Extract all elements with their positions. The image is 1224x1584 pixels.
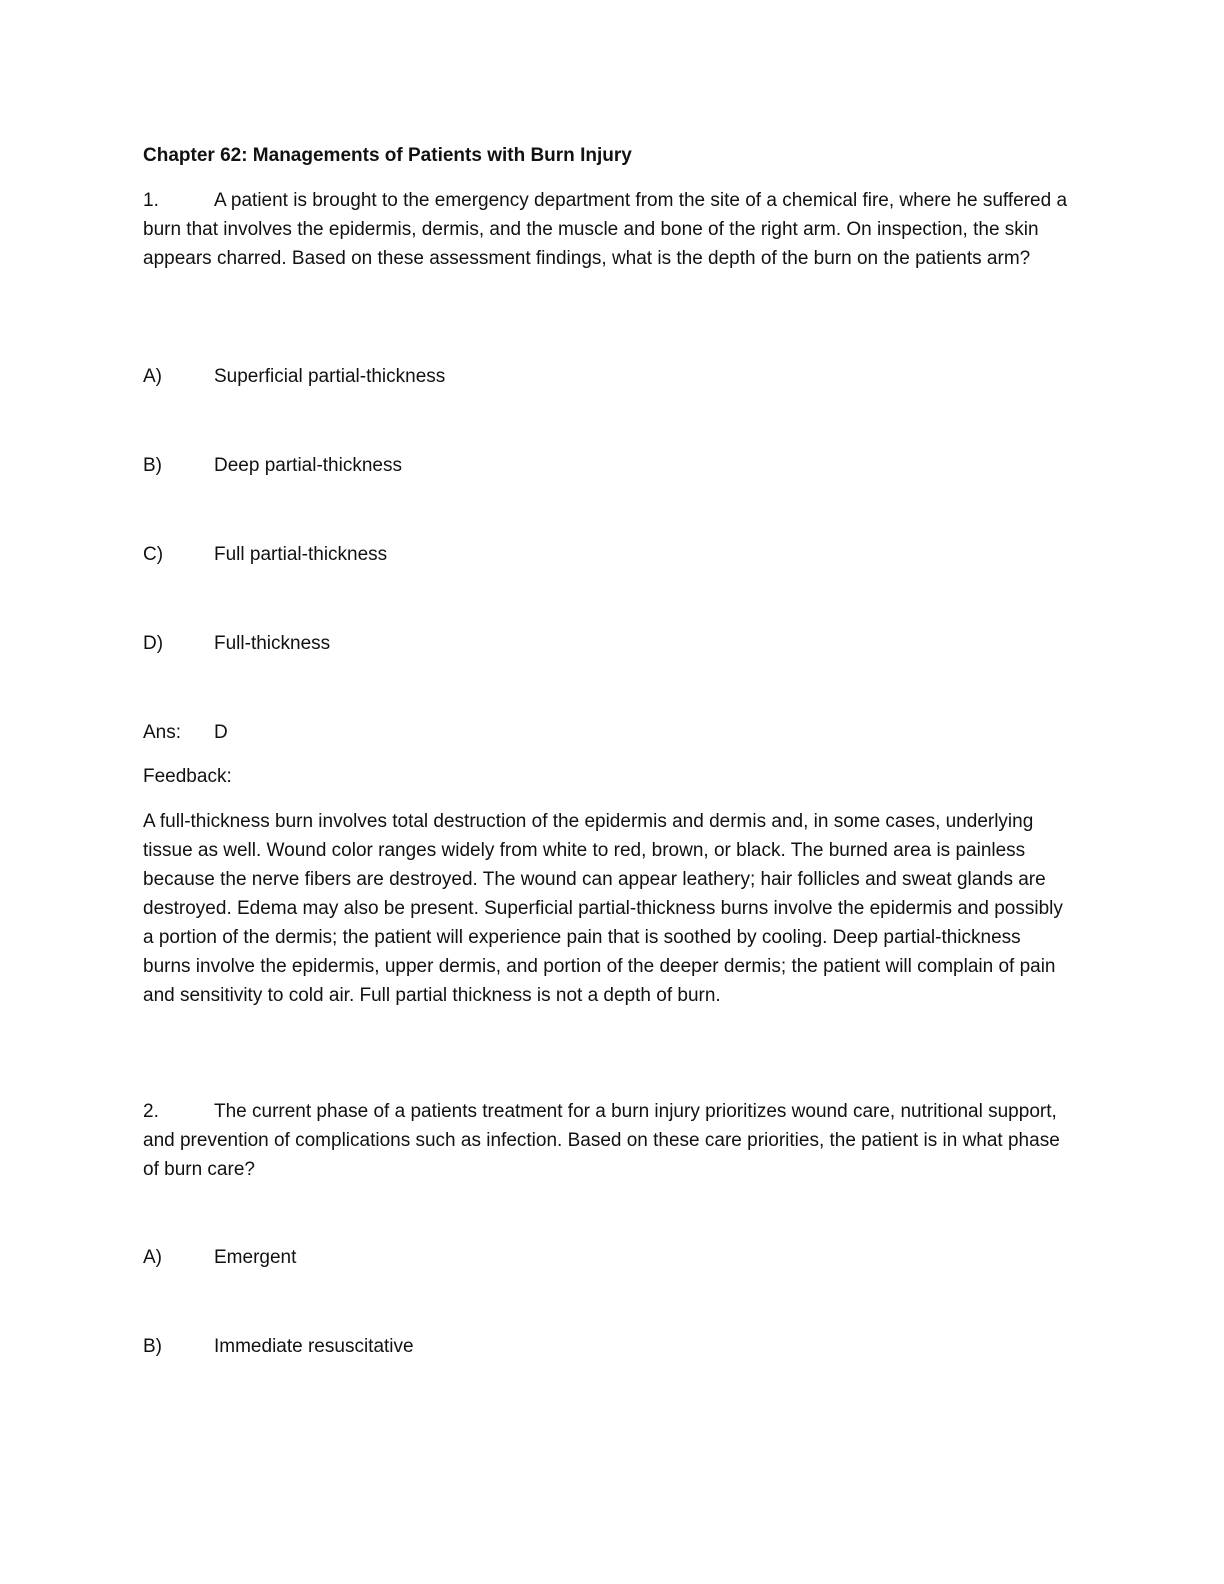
question-text: The current phase of a patients treatment for a burn injury prioritizes wound care, nutritional support, and prevention of complications such as infection. Based on these care priorities, the patient is in what phase of burn care? [143,1101,1060,1180]
option-letter: B) [143,1336,162,1357]
q1-option-c [143,540,387,569]
option-text: Immediate resuscitative [214,1336,414,1357]
q2-option-a [143,1243,296,1272]
question-2 [143,1097,1073,1184]
feedback-label: Feedback: [143,766,232,787]
option-text: Full partial-thickness [214,544,388,565]
question-text: A patient is brought to the emergency department from the site of a chemical fire, where he suffered a burn that involves the epidermis, dermis, and the muscle and bone of the right arm. On inspection, the skin appears charred. Based on these assessment findings, what is the depth of the burn on the patients arm? [143,190,1068,269]
q1-option-b [143,451,402,480]
option-letter: A) [143,366,162,387]
question-number: 2. [143,1101,159,1122]
q1-option-d [143,629,330,658]
option-text: Superficial partial-thickness [214,366,446,387]
option-letter: A) [143,1247,162,1268]
option-letter: D) [143,633,164,654]
question-1 [143,186,1073,273]
question-number: 1. [143,190,159,211]
option-text: Emergent [214,1247,297,1268]
answer-label: Ans: [143,722,182,743]
answer-value: D [214,722,228,743]
chapter-title: Chapter 62: Managements of Patients with Burn Injury [143,145,632,166]
feedback-text: A full-thickness burn involves total destruction of the epidermis and dermis and, in some cases, underlying tissue as well. Wound color ranges widely from white to red, brown, or black. The burned area is painless because the nerve fibers are destroyed. The wound can appear leathery; hair follicles and sweat glands are destroyed. Edema may also be present. Superficial partial-thickness burns involve the epidermis and possibly a portion of the dermis; the patient will experience pain that is soothed by cooling. Deep partial-thickness burns involve the epidermis, upper dermis, and portion of the deeper dermis; the patient will complain of pain and sensitivity to cold air. Full partial thickness is not a depth of burn. [143,811,1063,1006]
q1-option-a [143,362,445,391]
q2-option-b [143,1332,414,1361]
option-letter: B) [143,455,162,476]
option-letter: C) [143,544,164,565]
option-text: Deep partial-thickness [214,455,402,476]
q1-answer [143,718,228,747]
option-text: Full-thickness [214,633,331,654]
